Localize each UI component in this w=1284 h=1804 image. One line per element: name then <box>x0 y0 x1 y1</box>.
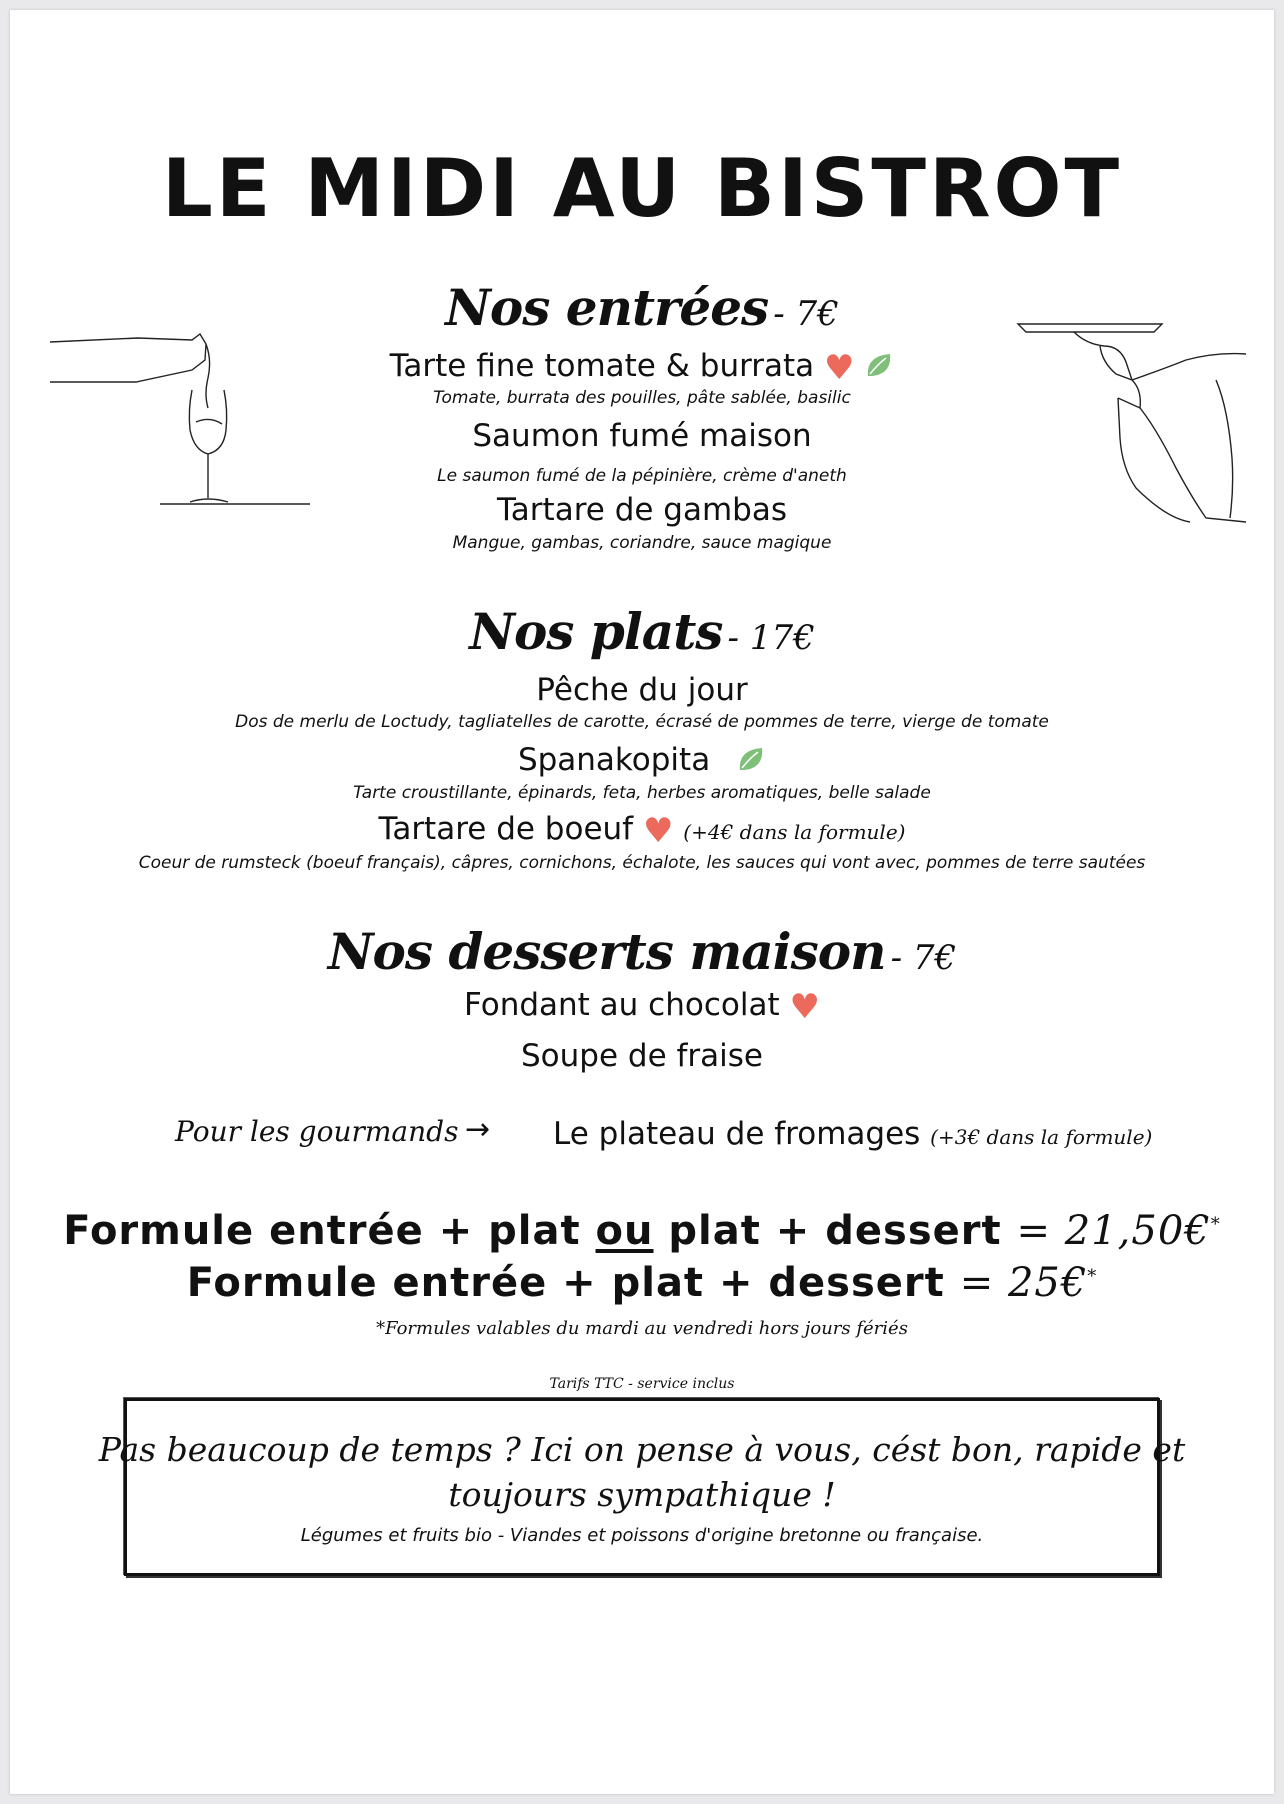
formula-price: = 21,50€ <box>1016 1208 1211 1254</box>
formula-text: Formule entrée + plat + dessert <box>186 1260 945 1306</box>
gourmands-label: Pour les gourmands <box>175 1115 459 1148</box>
dish-tarte-fine <box>10 348 1274 388</box>
dish-desc: Coeur de rumsteck (boeuf français), câpres, cornichons, échalote, les sauces qui vont avec, pommes de terre sautées <box>138 853 1146 873</box>
formula-price: = 25€ <box>959 1260 1088 1306</box>
desserts-heading: Nos desserts maison <box>327 922 886 981</box>
formula-line-2 <box>10 1260 1274 1306</box>
dish-name: Tartare de gambas <box>497 492 787 528</box>
info-box-line-2: toujours sympathique ! <box>448 1475 836 1514</box>
dish-name: Tartare de boeuf <box>378 811 634 847</box>
dish-desc: Tarte croustillante, épinards, feta, herbes aromatiques, belle salade <box>353 783 931 803</box>
dish-name: Fondant au chocolat <box>464 987 780 1023</box>
dish-desc: Dos de merlu de Loctudy, tagliatelles de carotte, écrasé de pommes de terre, vierge de tomate <box>235 712 1049 732</box>
heart-icon: ♥ <box>789 987 820 1027</box>
plats-price: - 17€ <box>727 618 815 658</box>
heart-icon: ♥ <box>642 811 674 851</box>
dish-name: Le plateau de fromages <box>553 1116 921 1152</box>
menu-title: LE MIDI AU BISTROT <box>161 142 1123 235</box>
entrees-heading-row <box>10 278 1274 337</box>
formula-supplement-note: (+4€ dans la formule) <box>683 820 906 844</box>
formula-text: Formule entrée + plat <box>63 1208 596 1254</box>
dish-spanakopita <box>10 742 1274 778</box>
plats-heading-row <box>10 602 1274 661</box>
gourmands-item <box>553 1116 1152 1152</box>
dish-name: Spanakopita <box>517 742 711 778</box>
formula-text: plat + dessert <box>653 1208 1002 1254</box>
desserts-heading-row <box>10 922 1274 981</box>
dish-desc: Le saumon fumé de la pépinière, crème d'aneth <box>437 466 847 486</box>
desserts-price: - 7€ <box>890 938 957 978</box>
dish-name: Soupe de fraise <box>521 1038 763 1074</box>
formula-line-1 <box>10 1208 1274 1254</box>
tarifs-note: Tarifs TTC - service inclus <box>549 1376 735 1392</box>
dish-name: Tarte fine tomate & burrata <box>389 348 815 384</box>
entrees-heading: Nos entrées <box>445 278 769 337</box>
dish-tartare-boeuf <box>10 811 1274 851</box>
dish-desc: Tomate, burrata des pouilles, pâte sablée, basilic <box>433 388 851 408</box>
heart-icon: ♥ <box>824 348 855 388</box>
dish-fondant <box>10 987 1274 1027</box>
info-box-line-1: Pas beaucoup de temps ? Ici on pense à vous, cést bon, rapide et <box>98 1430 1186 1469</box>
dish-name: Pêche du jour <box>536 672 748 708</box>
entrees-price: - 7€ <box>773 294 839 334</box>
info-box-line-3: Légumes et fruits bio - Viandes et poissons d'origine bretonne ou française. <box>300 1525 984 1546</box>
dish-desc: Mangue, gambas, coriandre, sauce magique <box>452 533 832 553</box>
formula-footnote: *Formules valables du mardi au vendredi hors jours fériés <box>376 1318 908 1339</box>
dish-name: Saumon fumé maison <box>472 418 812 454</box>
plats-heading: Nos plats <box>469 602 723 661</box>
menu-page <box>10 10 1274 1794</box>
asterisk: * <box>1210 1214 1221 1235</box>
formula-or: ou <box>595 1208 654 1254</box>
leaf-icon <box>864 350 894 380</box>
leaf-icon <box>736 744 766 774</box>
arrow-icon: → <box>465 1112 491 1147</box>
formula-supplement-note: (+3€ dans la formule) <box>930 1125 1153 1149</box>
asterisk: * <box>1087 1266 1098 1287</box>
